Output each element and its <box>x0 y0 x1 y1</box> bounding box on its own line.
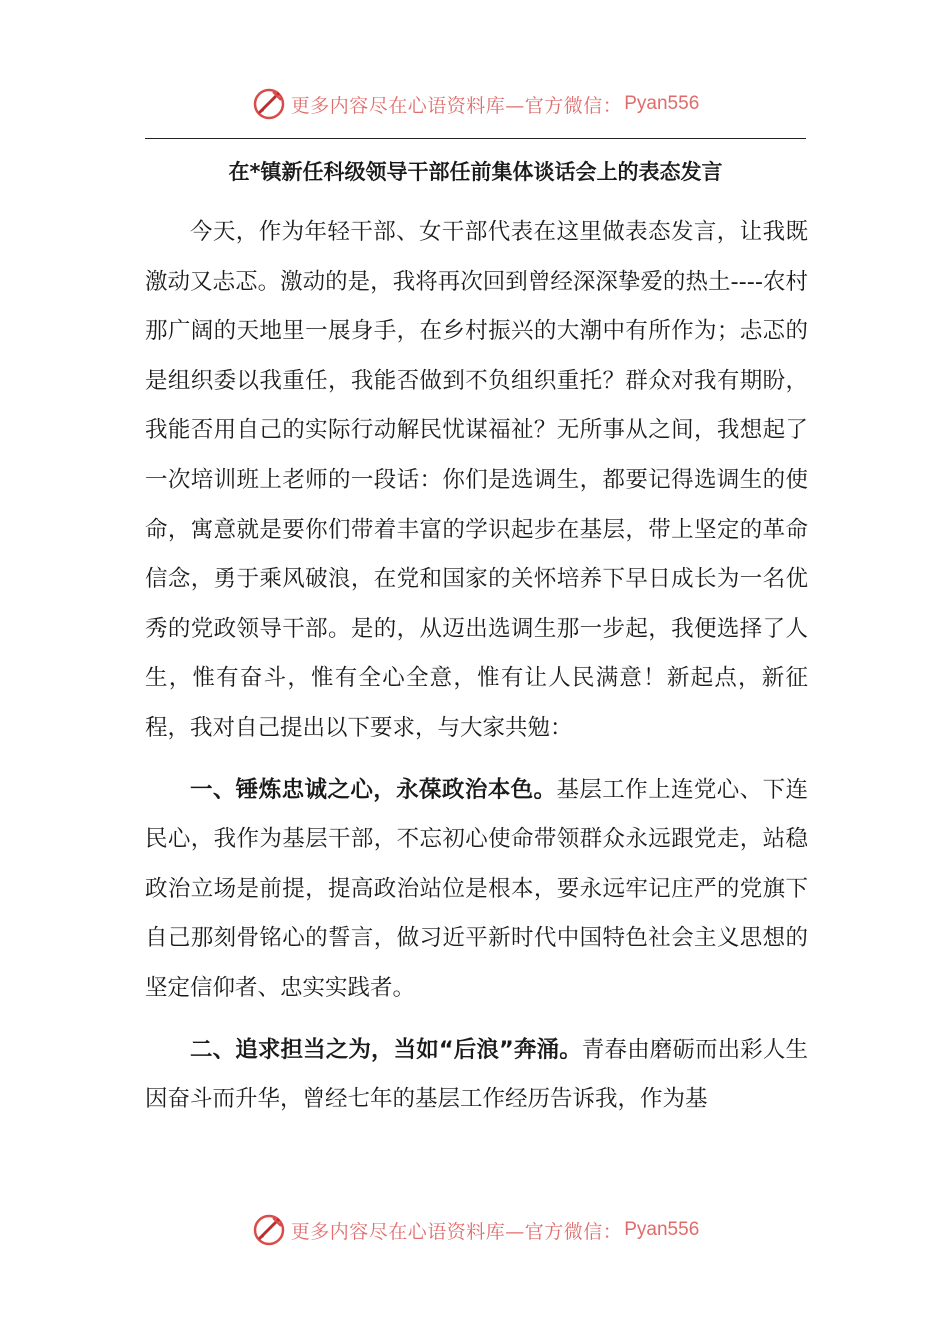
document-body <box>145 208 808 1137</box>
document-title: 在*镇新任科级领导干部任前集体谈话会上的表态发言 <box>228 160 723 184</box>
paragraph-lead: 二、追求担当之为，当如“后浪”奔涌。 <box>190 1036 582 1063</box>
paragraph-text: 青春由磨砺而出彩人生因奋斗而升华，曾经七年的基层工作经历告诉我，作为基 <box>145 1036 808 1113</box>
paragraph-text: 基层工作上连党心、下连民心，我作为基层干部，不忘初心使命带领群众永远跟党走，站稳政治立场是前提，提高政治站位是根本，要永远牢记庄严的党旗下自己那刻骨铭心的誓言，做习近平新时代中国特色社会主义思想的坚定信仰者、忠实实践者。 <box>145 776 808 1001</box>
paragraph-point-2 <box>145 1026 808 1125</box>
pen-logo-icon <box>251 1212 287 1248</box>
paragraph-point-1 <box>145 766 808 1014</box>
header-watermark <box>0 84 950 124</box>
watermark-text: 更多内容尽在心语资料库—官方微信： <box>290 94 623 117</box>
watermark-text: 更多内容尽在心语资料库—官方微信： <box>290 1220 623 1243</box>
header-divider <box>145 138 806 139</box>
watermark-wechat-id: Pyan556 <box>624 93 700 114</box>
paragraph-intro <box>145 208 808 754</box>
paragraph-lead: 一、锤炼忠诚之心，永葆政治本色。 <box>190 776 557 803</box>
watermark-wechat-id: Pyan556 <box>624 1219 700 1240</box>
paragraph-text: 今天，作为年轻干部、女干部代表在这里做表态发言，让我既激动又忐忑。激动的是，我将再次回到曾经深深挚爱的热土----农村那广阔的天地里一展身手，在乡村振兴的大潮中有所作为；忐忑的是组织委以我重任，我能否做到不负组织重托？群众对我有期盼，我能否用自己的实际行动解民忧谋福祉？无所事从之间，我想起了一次培训班上老师的一段话：你们是选调生，都要记得选调生的使命，寓意就是要你们带着丰富的学识起步在基层，带上坚定的革命信念，勇于乘风破浪，在党和国家的关怀培养下早日成长为一名优秀的党政领导干部。是的，从迈出选调生那一步起，我便选择了人生，惟有奋斗，惟有全心全意，惟有让人民满意！新起点，新征程，我对自己提出以下要求，与大家共勉： <box>145 219 808 741</box>
footer-watermark <box>0 1210 950 1250</box>
pen-logo-icon <box>251 86 287 122</box>
